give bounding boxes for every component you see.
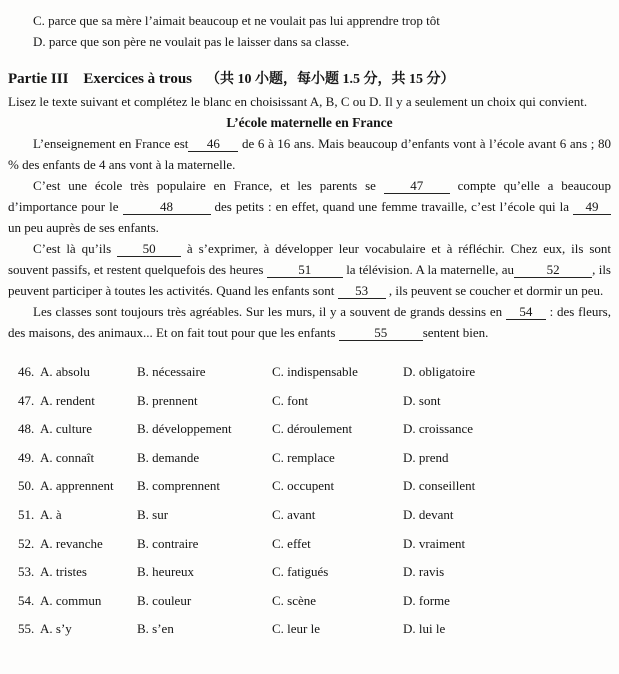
question-number: 52. <box>18 535 35 551</box>
option-a: A. à <box>40 506 62 522</box>
option-b: B. développement <box>137 421 232 437</box>
question-number: 53. <box>18 564 35 580</box>
question-row-54 <box>18 590 611 619</box>
passage-paragraph: Les classes sont toujours très agréables. Sur les murs, il y a souvent de grands dessins en 54 : des fleurs, des maisons, des animaux... Et on fait tout pour que les enfants 55 sentent bien. <box>8 304 611 340</box>
option-b: B. heureux <box>137 564 195 580</box>
question-number: 51. <box>18 506 35 522</box>
blank-47: 47 <box>384 178 450 194</box>
passage <box>8 133 611 343</box>
blank-53: 53 <box>338 283 386 299</box>
question-row-51 <box>18 504 611 533</box>
question-number: 49. <box>18 449 35 465</box>
option-c: C. occupent <box>272 478 335 494</box>
option-c: C. avant <box>272 506 316 522</box>
passage-paragraph: C’est là qu’ils 50 à s’exprimer, à développer leur vocabulaire et à réfléchir. Chez eux, ils sont souvent passifs, et restent quelquefois des heures 51 la télévision. A la maternelle, au 52 , ils peuvent participer à toutes les activités. Quand les enfants sont 53 , ils peuvent se coucher et dormir un peu. <box>8 241 611 298</box>
option-c: C. remplace <box>272 449 335 465</box>
blank-55: 55 <box>339 325 423 341</box>
option-d: D. sont <box>403 392 441 408</box>
option-d: D. devant <box>403 506 454 522</box>
option-c: C. indispensable <box>272 364 358 379</box>
option-d: D. forme <box>403 592 450 608</box>
blank-49: 49 <box>573 199 611 215</box>
passage-title: L’école maternelle en France <box>226 115 393 130</box>
option-d: D. croissance <box>403 421 474 437</box>
option-a: A. tristes <box>40 564 87 580</box>
options-table <box>8 361 611 647</box>
question-number: 46. <box>18 364 35 379</box>
question-number: 47. <box>18 392 35 408</box>
option-b: B. contraire <box>137 535 199 551</box>
option-a: A. apprennent <box>40 478 114 494</box>
option-b: B. s’en <box>137 621 174 637</box>
option-d: D. lui le <box>403 621 446 637</box>
question-row-47 <box>18 390 611 419</box>
option-d: D. conseillent <box>403 478 476 494</box>
option-a: A. culture <box>40 421 92 437</box>
blank-54: 54 <box>506 304 546 320</box>
option-d: D. obligatoire <box>403 364 476 379</box>
question-row-49 <box>18 447 611 476</box>
question-number: 48. <box>18 421 35 437</box>
question-row-50 <box>18 475 611 504</box>
blank-51: 51 <box>267 262 343 278</box>
option-b: B. couleur <box>137 592 192 608</box>
option-d: D. vraiment <box>403 535 466 551</box>
option-a: A. connaît <box>40 449 95 465</box>
option-b: B. nécessaire <box>137 364 206 379</box>
question-number: 54. <box>18 592 35 608</box>
question-row-52 <box>18 533 611 562</box>
passage-paragraph: C’est une école très populaire en France, et les parents se 47 compte qu’elle a beaucoup d’importance pour le 48 des petits : en effet, quand une femme travaille, c’est l’école qui la 49 un peu auprès de ses enfants. <box>8 178 612 235</box>
option-a: A. absolu <box>40 364 90 379</box>
option-b: B. sur <box>137 506 169 522</box>
option-d: D. ravis <box>403 564 445 580</box>
option-c: C. scène <box>272 592 317 608</box>
option-c: C. effet <box>272 535 311 551</box>
blank-50: 50 <box>117 241 181 257</box>
option-c: C. font <box>272 392 309 408</box>
option-a: A. rendent <box>40 392 95 408</box>
prev-option-d: D. parce que son père ne voulait pas le laisser dans sa classe. <box>33 34 350 49</box>
part-label: Partie III <box>8 71 69 87</box>
question-row-55 <box>18 618 611 647</box>
instructions-text: Lisez le texte suivant et complétez le blanc en choisissant A, B, C ou D. Il y a seulement un choix qui convient. <box>8 94 588 109</box>
question-number: 55. <box>18 621 35 637</box>
option-b: B. comprennent <box>137 478 221 494</box>
question-number: 50. <box>18 478 35 494</box>
option-c: C. leur le <box>272 621 321 637</box>
blank-48: 48 <box>123 199 211 215</box>
previous-question-options <box>33 10 611 52</box>
section-header <box>8 68 611 91</box>
question-row-53 <box>18 561 611 590</box>
blank-46: 46 <box>188 136 238 152</box>
option-c: C. déroulement <box>272 421 353 437</box>
points-note: （共 10 小题，每小题 1.5 分，共 15 分） <box>206 72 455 87</box>
passage-paragraph: L’enseignement en France est 46 de 6 à 16 ans. Mais beaucoup d’enfants vont à l’école avant 6 ans ; 80 % des enfants de 4 ans vont à la maternelle. <box>8 136 611 172</box>
option-b: B. demande <box>137 449 200 465</box>
option-b: B. prennent <box>137 392 198 408</box>
prev-option-c: C. parce que sa mère l’aimait beaucoup et ne voulait pas lui apprendre trop tôt <box>33 13 440 28</box>
option-a: A. s’y <box>40 621 72 637</box>
option-a: A. revanche <box>40 535 103 551</box>
option-a: A. commun <box>40 592 102 608</box>
question-row-46 <box>18 361 611 390</box>
option-c: C. fatigués <box>272 564 329 580</box>
blank-52: 52 <box>514 262 592 278</box>
part-title: Exercices à trous <box>83 71 192 87</box>
option-d: D. prend <box>403 449 449 465</box>
question-row-48 <box>18 418 611 447</box>
